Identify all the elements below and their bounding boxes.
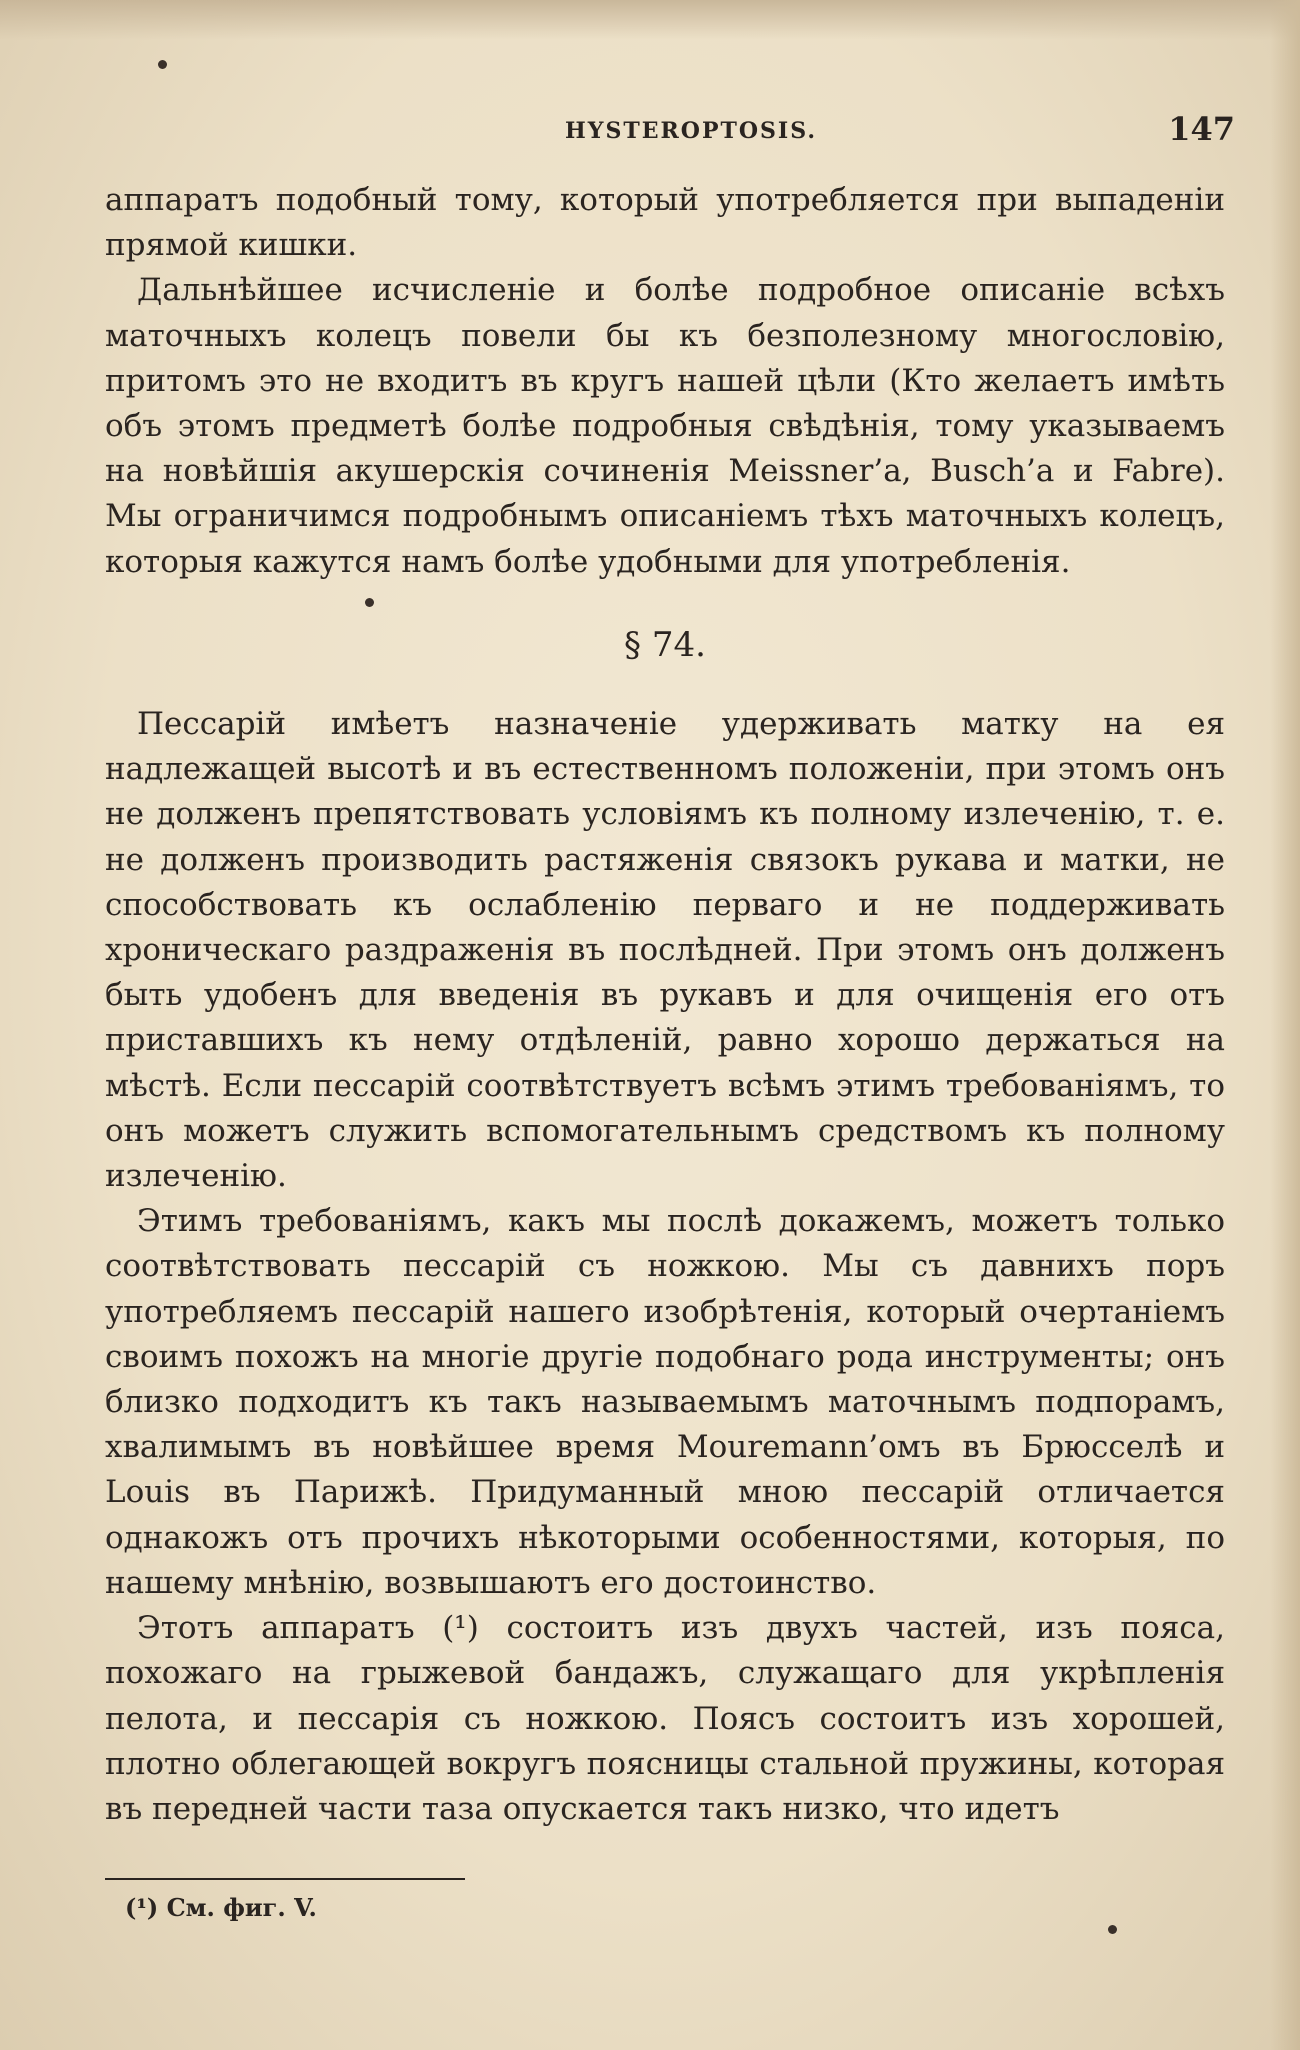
page-top-shadow (0, 0, 1300, 40)
footnote-divider (105, 1878, 465, 1880)
paragraph: Этотъ аппаратъ (¹) состоитъ изъ двухъ частей, изъ пояса, похожаго на грыжевой бандажъ, служащаго для укрѣпленія пелота, и пессарія съ ножкою. Поясъ состоитъ изъ хорошей, плотно облегающей вокругъ поясницы стальной пружины, которая въ передней части таза опускается такъ низко, что идетъ (105, 1610, 1225, 1827)
ink-speck (1108, 1925, 1117, 1934)
page-header (105, 112, 1235, 152)
paragraph: Этимъ требованіямъ, какъ мы послѣ докажемъ, можетъ только соотвѣтствовать пессарій съ ножкою. Мы съ давнихъ поръ употребляемъ пессарій нашего изобрѣтенія, который очертаніемъ своимъ похожъ на многіе другіе подобнаго рода инструменты; онъ близко подходитъ къ такъ называемымъ маточнымъ подпорамъ, хвалимымъ въ новѣйшее время Mouremann’омъ въ Брюсселѣ и Louis въ Парижѣ. Придуманный мною пессарій отличается однакожъ отъ прочихъ нѣкоторыми особенностями, которыя, по нашему мнѣнію, возвышаютъ его достоинство. (105, 1203, 1225, 1601)
footnote: (¹) См. фиг. V. (125, 1893, 317, 1922)
paragraph-continuation: аппаратъ подобный тому, который употребляется при выпаденіи прямой кишки. (105, 182, 1225, 264)
page-right-shadow (1270, 0, 1300, 2050)
page-number: 147 (1168, 110, 1235, 148)
section-heading: § 74. (624, 624, 706, 665)
ink-speck (365, 598, 374, 607)
paragraph: Дальнѣйшее исчисленіе и болѣе подробное описаніе всѣхъ маточныхъ колецъ повели бы къ безполезному многословію, притомъ это не входитъ въ кругъ нашей цѣли (Кто желаетъ имѣть объ этомъ предметѣ болѣе подробныя свѣдѣнія, тому указываемъ на новѣйшія акушерскія сочиненія Meissner’a, Busch’a и Fabre). Мы ограничимся подробнымъ описаніемъ тѣхъ маточныхъ колецъ, которыя кажутся намъ болѣе удобными для употребленія. (105, 272, 1225, 580)
paragraph: Пессарій имѣетъ назначеніе удерживать матку на ея надлежащей высотѣ и въ естественномъ положеніи, при этомъ онъ не долженъ препятствовать условіямъ къ полному излеченію, т. е. не долженъ производить растяженія связокъ рукава и матки, не способствовать къ ослабленію перваго и не поддерживать хроническаго раздраженія въ послѣдней. При этомъ онъ долженъ быть удобенъ для введенія въ рукавъ и для очищенія его отъ приставшихъ къ нему отдѣленій, равно хорошо держаться на мѣстѣ. Если пессарій соотвѣтствуетъ всѣмъ этимъ требованіямъ, то онъ можетъ служить вспомогательнымъ средствомъ къ полному излеченію. (105, 706, 1225, 1195)
running-title: HYSTEROPTOSIS. (565, 118, 817, 144)
ink-speck (158, 60, 167, 69)
page-body (105, 178, 1225, 1832)
